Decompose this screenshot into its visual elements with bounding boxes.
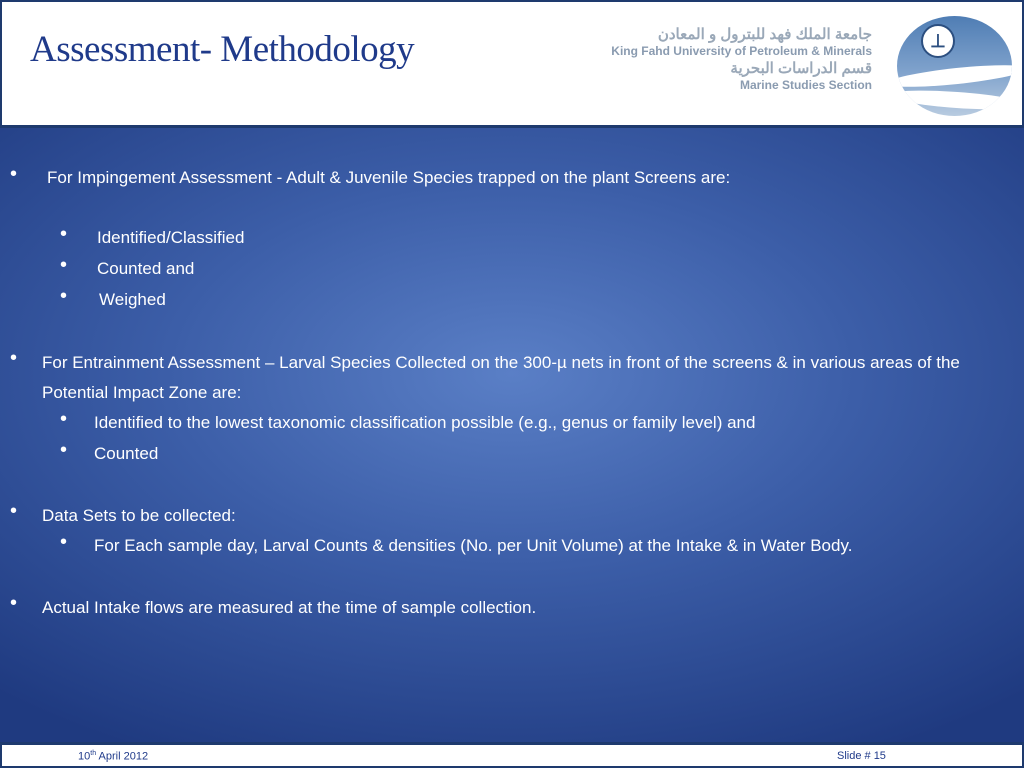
bullet-text: For Impingement Assessment - Adult & Juvenile Species trapped on the plant Screens are:	[47, 168, 731, 187]
bullet-icon: •	[60, 439, 68, 461]
bullet-text: For Entrainment Assessment – Larval Species Collected on the 300-µ nets in front of the screens & in various areas of the	[42, 353, 960, 372]
sub-bullet-text: Identified to the lowest taxonomic classification possible (e.g., genus or family level) and	[94, 413, 756, 432]
bullet-icon: •	[10, 500, 18, 522]
logo-english-name: King Fahd University of Petroleum & Minerals	[611, 44, 872, 58]
slide-body	[0, 128, 1024, 742]
logo-english-section: Marine Studies Section	[739, 78, 872, 92]
sub-bullet-text: Counted and	[97, 259, 195, 278]
sub-bullet-text: Weighed	[99, 290, 166, 309]
date-suffix: th	[90, 750, 97, 757]
bullet-icon: •	[10, 163, 18, 185]
date-day: 10	[78, 750, 91, 763]
bullet-text: Actual Intake flows are measured at the time of sample collection.	[42, 598, 537, 617]
slide-header	[0, 0, 1024, 128]
date-rest: April 2012	[96, 750, 149, 763]
slide-footer	[0, 742, 1024, 768]
sub-bullet-text: Identified/Classified	[97, 228, 245, 247]
university-logo-text	[611, 26, 872, 94]
bullet-icon: •	[10, 347, 18, 369]
bullet-icon: •	[60, 531, 68, 553]
logo-arabic-name: جامعة الملك فهد للبترول و المعادن	[657, 26, 872, 43]
bullet-text: Data Sets to be collected:	[42, 506, 236, 525]
seal-icon: ⊥	[921, 24, 955, 58]
university-logo-icon	[897, 16, 1012, 116]
bullet-icon: •	[60, 254, 68, 276]
bullet-icon: •	[60, 285, 68, 307]
bullet-icon: •	[60, 223, 68, 245]
slide-number: Slide # 15	[837, 750, 886, 762]
logo-arabic-section: قسم الدراسات البحرية	[730, 60, 872, 77]
bullet-icon: •	[10, 592, 18, 614]
footer-date	[78, 750, 148, 763]
bullet-icon: •	[60, 408, 68, 430]
sub-bullet-text: For Each sample day, Larval Counts & densities (No. per Unit Volume) at the Intake & in Water Body.	[94, 536, 853, 555]
slide-title: Assessment- Methodology	[30, 29, 415, 70]
bullet-text-continued: Potential Impact Zone are:	[42, 383, 242, 402]
sub-bullet-text: Counted	[94, 444, 159, 463]
